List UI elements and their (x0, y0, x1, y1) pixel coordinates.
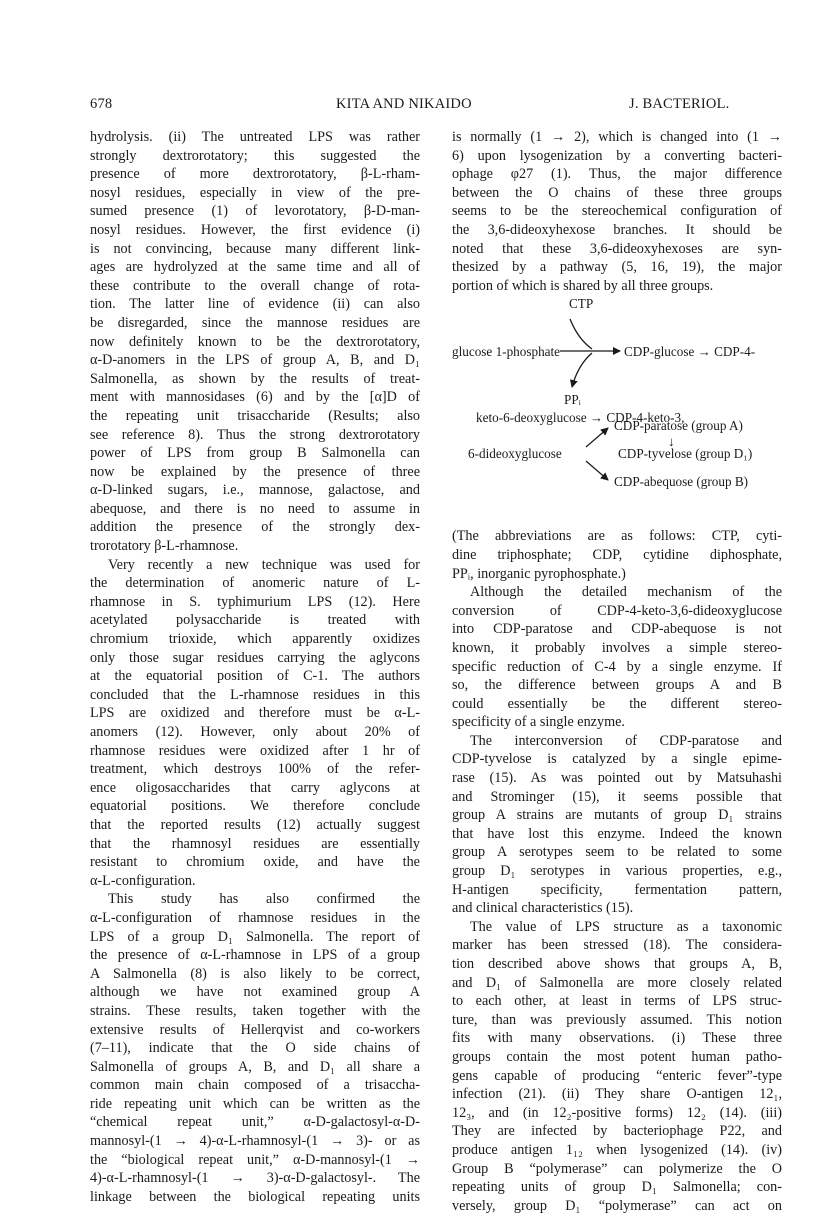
text-line: Salmonella of groups A, B, and D₁ all share a (90, 1058, 420, 1075)
text-line: ophage φ27 (1). Thus, the major difference (452, 166, 782, 183)
text-line: tion described above shows that groups A, B, (452, 956, 782, 972)
text-line: treatment, which destroys 100% of the refer- (90, 761, 420, 778)
text-line: α-L-configuration. (90, 872, 196, 889)
text-line: known, it probably involves a simple stereo- (452, 639, 782, 656)
text-line: presence of more dextrorotatory, β-L-rham- (90, 166, 420, 183)
to-abequose-arrow (586, 461, 608, 480)
text-line: (The abbreviations are as follows: CTP, cyti- (452, 528, 782, 545)
text-line: produce antigen 1₁₂ when lysogenized (14). (iv) (452, 1141, 782, 1158)
text-line: groups contain the most potent human patho- (452, 1048, 782, 1065)
text-line: 4)-α-L-rhamnosyl-(1 → 3)-α-D-galactosyl-. The (90, 1170, 420, 1187)
text-line: marker has been stressed (18). The considera- (452, 937, 782, 954)
keto-deoxyglucose-label: keto-6-deoxyglucose → CDP-4-keto-3, (476, 410, 685, 426)
text-line: α-L-configuration of rhamnose residues in the (90, 909, 420, 926)
page-number: 678 (90, 96, 113, 112)
text-line: the “biological repeat unit,” α-D-mannosyl-(1 → (90, 1151, 420, 1168)
text-line: α-D-linked sugars, i.e., mannose, galactose, and (90, 482, 420, 499)
cdp-abequose-label: CDP-abequose (group B) (614, 474, 749, 490)
text-line: resistant to chromium oxide, and have the (90, 854, 420, 871)
text-line: mannosyl-(1 → 4)-α-L-rhamnosyl-(1 → 3)- or as (90, 1133, 420, 1150)
right-column-bottom-text (452, 527, 782, 1215)
text-line: to each other, at least in terms of LPS struc- (452, 993, 782, 1010)
text-line: dine triphosphate; CDP, cytidine diphosphate, (452, 546, 782, 563)
text-line: acetylated polysaccharide is treated with (90, 612, 420, 629)
running-head-journal: J. BACTERIOL. (629, 96, 730, 112)
text-line: A Salmonella (8) is also likely to be correct, (90, 965, 420, 982)
text-line: ages are hydrolyzed at the same time and all of (90, 259, 420, 276)
text-line: specificity of a single enzyme. (452, 714, 625, 731)
text-line: the repeating unit trisaccharide (Results; also (90, 407, 420, 424)
cdp-tyvelose-label: CDP-tyvelose (group D₁) (618, 446, 753, 462)
text-line: This study has also confirmed the (108, 891, 420, 908)
text-line: 12₃, and (in 12₂-positive forms) 12₂ (14). (iii) (452, 1104, 782, 1121)
text-line: sumed presence (1) of levorotatory, β-D-man- (90, 203, 420, 220)
text-line: see reference 8). Thus the strong dextrorotatory (90, 426, 420, 443)
text-line: The interconversion of CDP-paratose and (470, 732, 782, 749)
text-line: between the O chains of these three groups (452, 184, 782, 201)
text-line: gens capable of producing “enteric fever”-type (452, 1067, 782, 1084)
text-line: these contribute to the overall change of rota- (90, 277, 420, 294)
text-line: that the rhamnosyl residues are essentially (90, 835, 420, 852)
text-line: anomers (12). However, only about 20% of (90, 724, 420, 740)
text-line: noted that these 3,6-dideoxyhexoses are syn- (452, 240, 782, 257)
text-line: power of LPS from group B Salmonella can (90, 445, 420, 462)
text-line: Very recently a new technique was used for (108, 556, 420, 573)
text-line: addition the presence of the strongly dex- (90, 519, 420, 536)
text-line: 6) upon lysogenization by a converting bacteri- (452, 147, 782, 164)
glucose-1-phosphate-label: glucose 1-phosphate (452, 344, 561, 360)
cdp-paratose-label: CDP-paratose (group A) (614, 418, 743, 434)
text-line: ence oligosaccharides that carry aglycons at (90, 779, 420, 796)
text-line: infection (21). (ii) They share O-antigen 12₁, (452, 1086, 782, 1103)
text-line: The value of LPS structure as a taxonomic (470, 918, 782, 935)
text-line: hydrolysis. (ii) The untreated LPS was rather (90, 129, 420, 145)
text-line: fits with many observations. (i) These three (452, 1030, 782, 1047)
text-line: specific reduction of C-4 by a single enzyme. If (452, 658, 782, 675)
text-line: CDP-tyvelose is catalyzed by a single epime- (452, 751, 782, 768)
text-line: They are infected by bacteriophage P22, and (452, 1123, 782, 1140)
to-paratose-arrow (586, 428, 608, 447)
text-line: linkage between the biological repeating units (90, 1188, 420, 1205)
ctp-label: CTP (569, 296, 594, 312)
running-head-authors: KITA AND NIKAIDO (336, 96, 472, 112)
text-line: at the equatorial position of C-1. The authors (90, 668, 420, 685)
text-line: Although the detailed mechanism of the (470, 584, 782, 601)
text-line: now be explained by the presence of three (90, 463, 420, 480)
right-column (452, 128, 782, 1215)
ppi-out-arrow (572, 353, 592, 387)
text-line: abequose, and there is no need to assume in (90, 500, 420, 517)
text-line: PPᵢ, inorganic pyrophosphate.) (452, 565, 626, 582)
text-line: is not convincing, because many different link- (90, 240, 420, 257)
text-line: that the reported results (12) actually suggest (90, 816, 420, 833)
dideoxyglucose-label: 6-dideoxyglucose (468, 446, 562, 462)
text-line: nosyl residues. However, the first evidence (i) (90, 221, 420, 238)
text-line: portion of which is shared by all three groups. (452, 277, 714, 294)
text-line: only those sugar residues carrying the aglycons (90, 649, 420, 666)
text-line: be disregarded, since the mannose residues are (90, 314, 420, 331)
text-line: rhamnose residues were oxidized after 1 hr of (90, 742, 420, 759)
dideoxyhexose-pathway-diagram (452, 295, 792, 527)
text-line: rase (15). As was pointed out by Matsuhashi (452, 770, 782, 787)
text-line: thesized by a pathway (5, 16, 19), the major (452, 259, 782, 276)
text-line: although we have not examined group A (90, 984, 420, 1001)
text-line: α-D-anomers in the LPS of group A, B, and D₁ (90, 352, 420, 369)
ctp-in-arrow (570, 319, 592, 349)
text-line: ride repeating unit which can be written as the (90, 1095, 420, 1112)
text-line: Salmonella, as shown by the results of treat- (90, 370, 420, 387)
text-line: and D₁ of Salmonella are more closely related (452, 974, 782, 991)
text-line: now definitely known to be the dextrorotatory, (90, 333, 420, 350)
text-line: rhamnose in S. typhimurium LPS (12). Here (90, 593, 420, 610)
text-line: extensive results of Hellerqvist and co-workers (90, 1021, 420, 1038)
text-line: H-antigen specificity, fermentation pattern, (452, 881, 782, 898)
text-line: strongly dextrorotatory; this suggested the (90, 147, 420, 164)
text-line: strains. These results, taken together with the (90, 1002, 420, 1019)
text-line: group A strains are mutants of group D₁ strains (452, 807, 782, 824)
text-line: group A serotypes seem to be related to some (452, 844, 782, 861)
text-line: nosyl residues, especially in view of the pre- (90, 184, 420, 201)
text-line: equatorial positions. We therefore conclude (90, 798, 420, 815)
text-line: so, the difference between groups A and B (452, 677, 782, 694)
text-line: into CDP-paratose and CDP-abequose is not (452, 621, 782, 638)
text-line: ment with mannosidases (6) and by the [α]D of (90, 389, 420, 406)
text-line: chromium trioxide, which apparently oxidizes (90, 631, 420, 648)
right-column-top-text (452, 128, 782, 295)
ppi-label: PPᵢ (564, 392, 581, 408)
text-line: is normally (1 → 2), which is changed into (1 → (452, 129, 782, 145)
text-line: “chemical repeat unit,” α-D-galactosyl-α-D- (90, 1114, 420, 1131)
text-line: concluded that the L-rhamnose residues in this (90, 686, 420, 703)
text-line: and Strominger (15), it seems possible that (452, 788, 782, 805)
text-line: the determination of anomeric nature of L- (90, 575, 420, 592)
text-line: could essentially be the different stereo- (452, 695, 782, 712)
text-line: common main chain composed of a trisaccha- (90, 1077, 420, 1094)
text-line: versely, group D₁ “polymerase” can act on (452, 1197, 782, 1214)
text-line: (7–11), indicate that the O side chains of (90, 1040, 420, 1057)
text-line: tion. The latter line of evidence (ii) can also (90, 296, 420, 313)
text-line: that have lost this enzyme. Indeed the known (452, 825, 782, 842)
left-column (90, 128, 420, 1206)
text-line: LPS of a group D₁ Salmonella. The report of (90, 928, 420, 945)
text-line: group D₁ serotypes in various properties, e.g., (452, 863, 782, 880)
text-line: and clinical characteristics (15). (452, 900, 634, 917)
text-line: repeating units of group D₁ Salmonella; con- (452, 1179, 782, 1196)
text-line: conversion of CDP-4-keto-3,6-dideoxyglucose (452, 602, 782, 619)
text-line: ture, than was previously assumed. This notion (452, 1011, 782, 1028)
epimerase-arrow: ↓ (668, 434, 675, 450)
text-line: the presence of α-L-rhamnose in LPS of a group (90, 947, 420, 964)
text-line: trorotatory β-L-rhamnose. (90, 538, 239, 555)
text-line: seems to be the stereochemical configuration of (452, 203, 782, 220)
text-line: Group B “polymerase” can polymerize the O (452, 1160, 782, 1177)
cdp-glucose-label: CDP-glucose → CDP-4- (624, 344, 756, 360)
text-line: LPS are oxidized and therefore must be α-L- (90, 705, 420, 722)
text-line: the 3,6-dideoxyhexose branches. It should be (452, 221, 782, 238)
